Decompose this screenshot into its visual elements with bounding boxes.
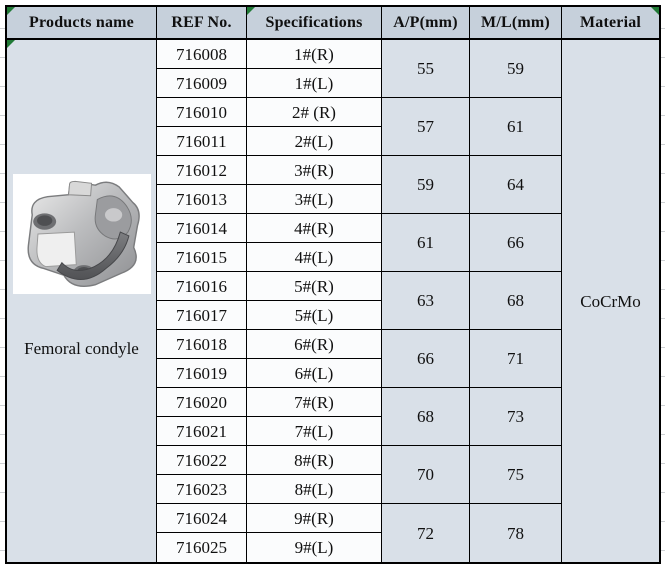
specification-cell-text: 7#(L) [294, 421, 334, 441]
specification-cell-text: 3#(L) [294, 189, 334, 209]
ap-value-cell-text: 57 [417, 117, 434, 136]
ml-value-cell [470, 272, 562, 330]
ap-value-cell [382, 446, 470, 504]
specification-cell-text: 8#(L) [294, 479, 334, 499]
ref-no-cell-text: 716024 [176, 508, 227, 528]
ref-no-cell-text: 716019 [176, 363, 227, 383]
ref-no-cell [157, 301, 247, 330]
specification-cell-text: 6#(R) [294, 334, 334, 354]
ap-value-cell-text: 55 [417, 59, 434, 78]
specification-cell-text: 5#(R) [294, 276, 334, 296]
ref-no-cell-text: 716020 [176, 392, 227, 412]
green-corner-marker-icon [7, 40, 15, 48]
green-corner-marker-icon [7, 7, 15, 15]
ref-no-cell-text: 716016 [176, 276, 227, 296]
header-label: Material [579, 13, 642, 31]
header-label: Products name [29, 13, 134, 31]
specification-cell-text: 5#(L) [294, 305, 334, 325]
specification-cell [247, 388, 382, 417]
ref-no-cell-text: 716021 [176, 421, 227, 441]
ref-no-cell [157, 40, 247, 69]
header-specifications [247, 7, 382, 40]
specification-cell [247, 533, 382, 562]
ref-no-cell-text: 716018 [176, 334, 227, 354]
specification-cell-text: 8#(R) [294, 450, 334, 470]
ref-no-cell-text: 716025 [176, 538, 227, 557]
ml-value-cell-text: 78 [507, 523, 524, 543]
specification-cell [247, 98, 382, 127]
specification-cell-text: 4#(R) [294, 218, 334, 238]
ml-value-cell-text: 61 [507, 117, 524, 136]
ap-value-cell [382, 40, 470, 98]
specification-cell [247, 417, 382, 446]
ref-no-cell [157, 475, 247, 504]
specification-cell [247, 214, 382, 243]
header-label: REF No. [171, 13, 232, 31]
ap-value-cell-text: 66 [417, 349, 434, 368]
specification-cell [247, 359, 382, 388]
femoral-condyle-implant-image [15, 176, 149, 292]
material-cell [562, 40, 659, 562]
header-ap-mm [382, 7, 470, 40]
ref-no-cell [157, 185, 247, 214]
ref-no-cell-text: 716009 [176, 73, 227, 93]
ref-no-cell [157, 69, 247, 98]
specification-cell [247, 243, 382, 272]
ref-no-cell [157, 272, 247, 301]
specification-cell-text: 2#(L) [294, 131, 334, 151]
header-ref-no [157, 7, 247, 40]
ref-no-cell [157, 533, 247, 562]
ref-no-cell-text: 716022 [176, 450, 227, 470]
header-label: Specifications [265, 13, 363, 31]
ml-value-cell [470, 504, 562, 562]
ap-value-cell-text: 61 [417, 233, 434, 252]
specification-cell [247, 330, 382, 359]
specification-cell [247, 504, 382, 533]
ap-value-cell [382, 156, 470, 214]
products-name-cell [7, 40, 157, 562]
ml-value-cell-text: 68 [507, 291, 524, 310]
ref-no-cell [157, 446, 247, 475]
ml-value-cell [470, 98, 562, 156]
ml-value-cell [470, 40, 562, 98]
product-photo [13, 174, 151, 294]
product-info [13, 174, 151, 357]
ref-no-cell-text: 716008 [176, 44, 227, 64]
specification-cell-text: 2# (R) [292, 102, 336, 122]
ml-value-cell-text: 64 [507, 175, 524, 194]
ref-no-cell-text: 716013 [176, 189, 227, 209]
ap-value-cell [382, 272, 470, 330]
product-name-label: Femoral condyle [24, 338, 139, 358]
ap-value-cell-text: 68 [417, 407, 434, 426]
ml-value-cell-text: 73 [507, 407, 524, 426]
ref-no-cell [157, 98, 247, 127]
ap-value-cell-text: 70 [417, 465, 434, 484]
specification-cell [247, 475, 382, 504]
material-value: CoCrMo [580, 291, 641, 311]
ml-value-cell-text: 75 [507, 465, 524, 484]
ml-value-cell [470, 330, 562, 388]
product-spec-table [5, 5, 661, 564]
specification-cell-text: 9#(R) [294, 508, 334, 528]
specification-cell [247, 185, 382, 214]
ml-value-cell [470, 214, 562, 272]
ml-value-cell-text: 71 [507, 349, 524, 368]
ref-no-cell-text: 716010 [176, 102, 227, 122]
specification-cell [247, 156, 382, 185]
ap-value-cell [382, 214, 470, 272]
ref-no-cell-text: 716014 [176, 218, 227, 238]
specification-cell [247, 272, 382, 301]
specification-cell-text: 1#(R) [294, 44, 334, 64]
ap-value-cell [382, 330, 470, 388]
ref-no-cell [157, 504, 247, 533]
ml-value-cell-text: 59 [507, 59, 524, 78]
ml-value-cell-text: 66 [507, 233, 524, 252]
ap-value-cell [382, 98, 470, 156]
specification-cell-text: 3#(R) [294, 160, 334, 180]
specification-cell-text: 7#(R) [294, 392, 334, 412]
ref-no-cell [157, 214, 247, 243]
specification-cell [247, 40, 382, 69]
specification-cell-text: 9#(L) [294, 538, 334, 557]
ref-no-cell-text: 716015 [176, 247, 227, 267]
header-products-name [7, 7, 157, 40]
ref-no-cell-text: 716012 [176, 160, 227, 180]
ref-no-cell [157, 156, 247, 185]
specification-cell [247, 301, 382, 330]
header-material [562, 7, 659, 40]
ap-value-cell [382, 388, 470, 446]
ref-no-cell [157, 417, 247, 446]
specification-cell [247, 127, 382, 156]
specification-cell [247, 69, 382, 98]
ref-no-cell [157, 243, 247, 272]
ref-no-cell-text: 716023 [176, 479, 227, 499]
ml-value-cell [470, 388, 562, 446]
ml-value-cell [470, 446, 562, 504]
ref-no-cell [157, 127, 247, 156]
ref-no-cell-text: 716011 [176, 131, 227, 151]
ml-value-cell [470, 156, 562, 214]
green-corner-marker-icon [651, 7, 659, 15]
ref-no-cell [157, 330, 247, 359]
ap-value-cell [382, 504, 470, 562]
header-label: A/P(mm) [393, 13, 458, 31]
ref-no-cell [157, 388, 247, 417]
green-corner-marker-icon [247, 7, 255, 15]
header-ml-mm [470, 7, 562, 40]
specification-cell [247, 446, 382, 475]
header-label: M/L(mm) [481, 13, 550, 31]
ap-value-cell-text: 63 [417, 291, 434, 310]
ap-value-cell-text: 72 [417, 523, 434, 543]
specification-cell-text: 6#(L) [294, 363, 334, 383]
ref-no-cell [157, 359, 247, 388]
specification-cell-text: 4#(L) [294, 247, 334, 267]
ref-no-cell-text: 716017 [176, 305, 227, 325]
ap-value-cell-text: 59 [417, 175, 434, 194]
specification-cell-text: 1#(L) [294, 73, 334, 93]
